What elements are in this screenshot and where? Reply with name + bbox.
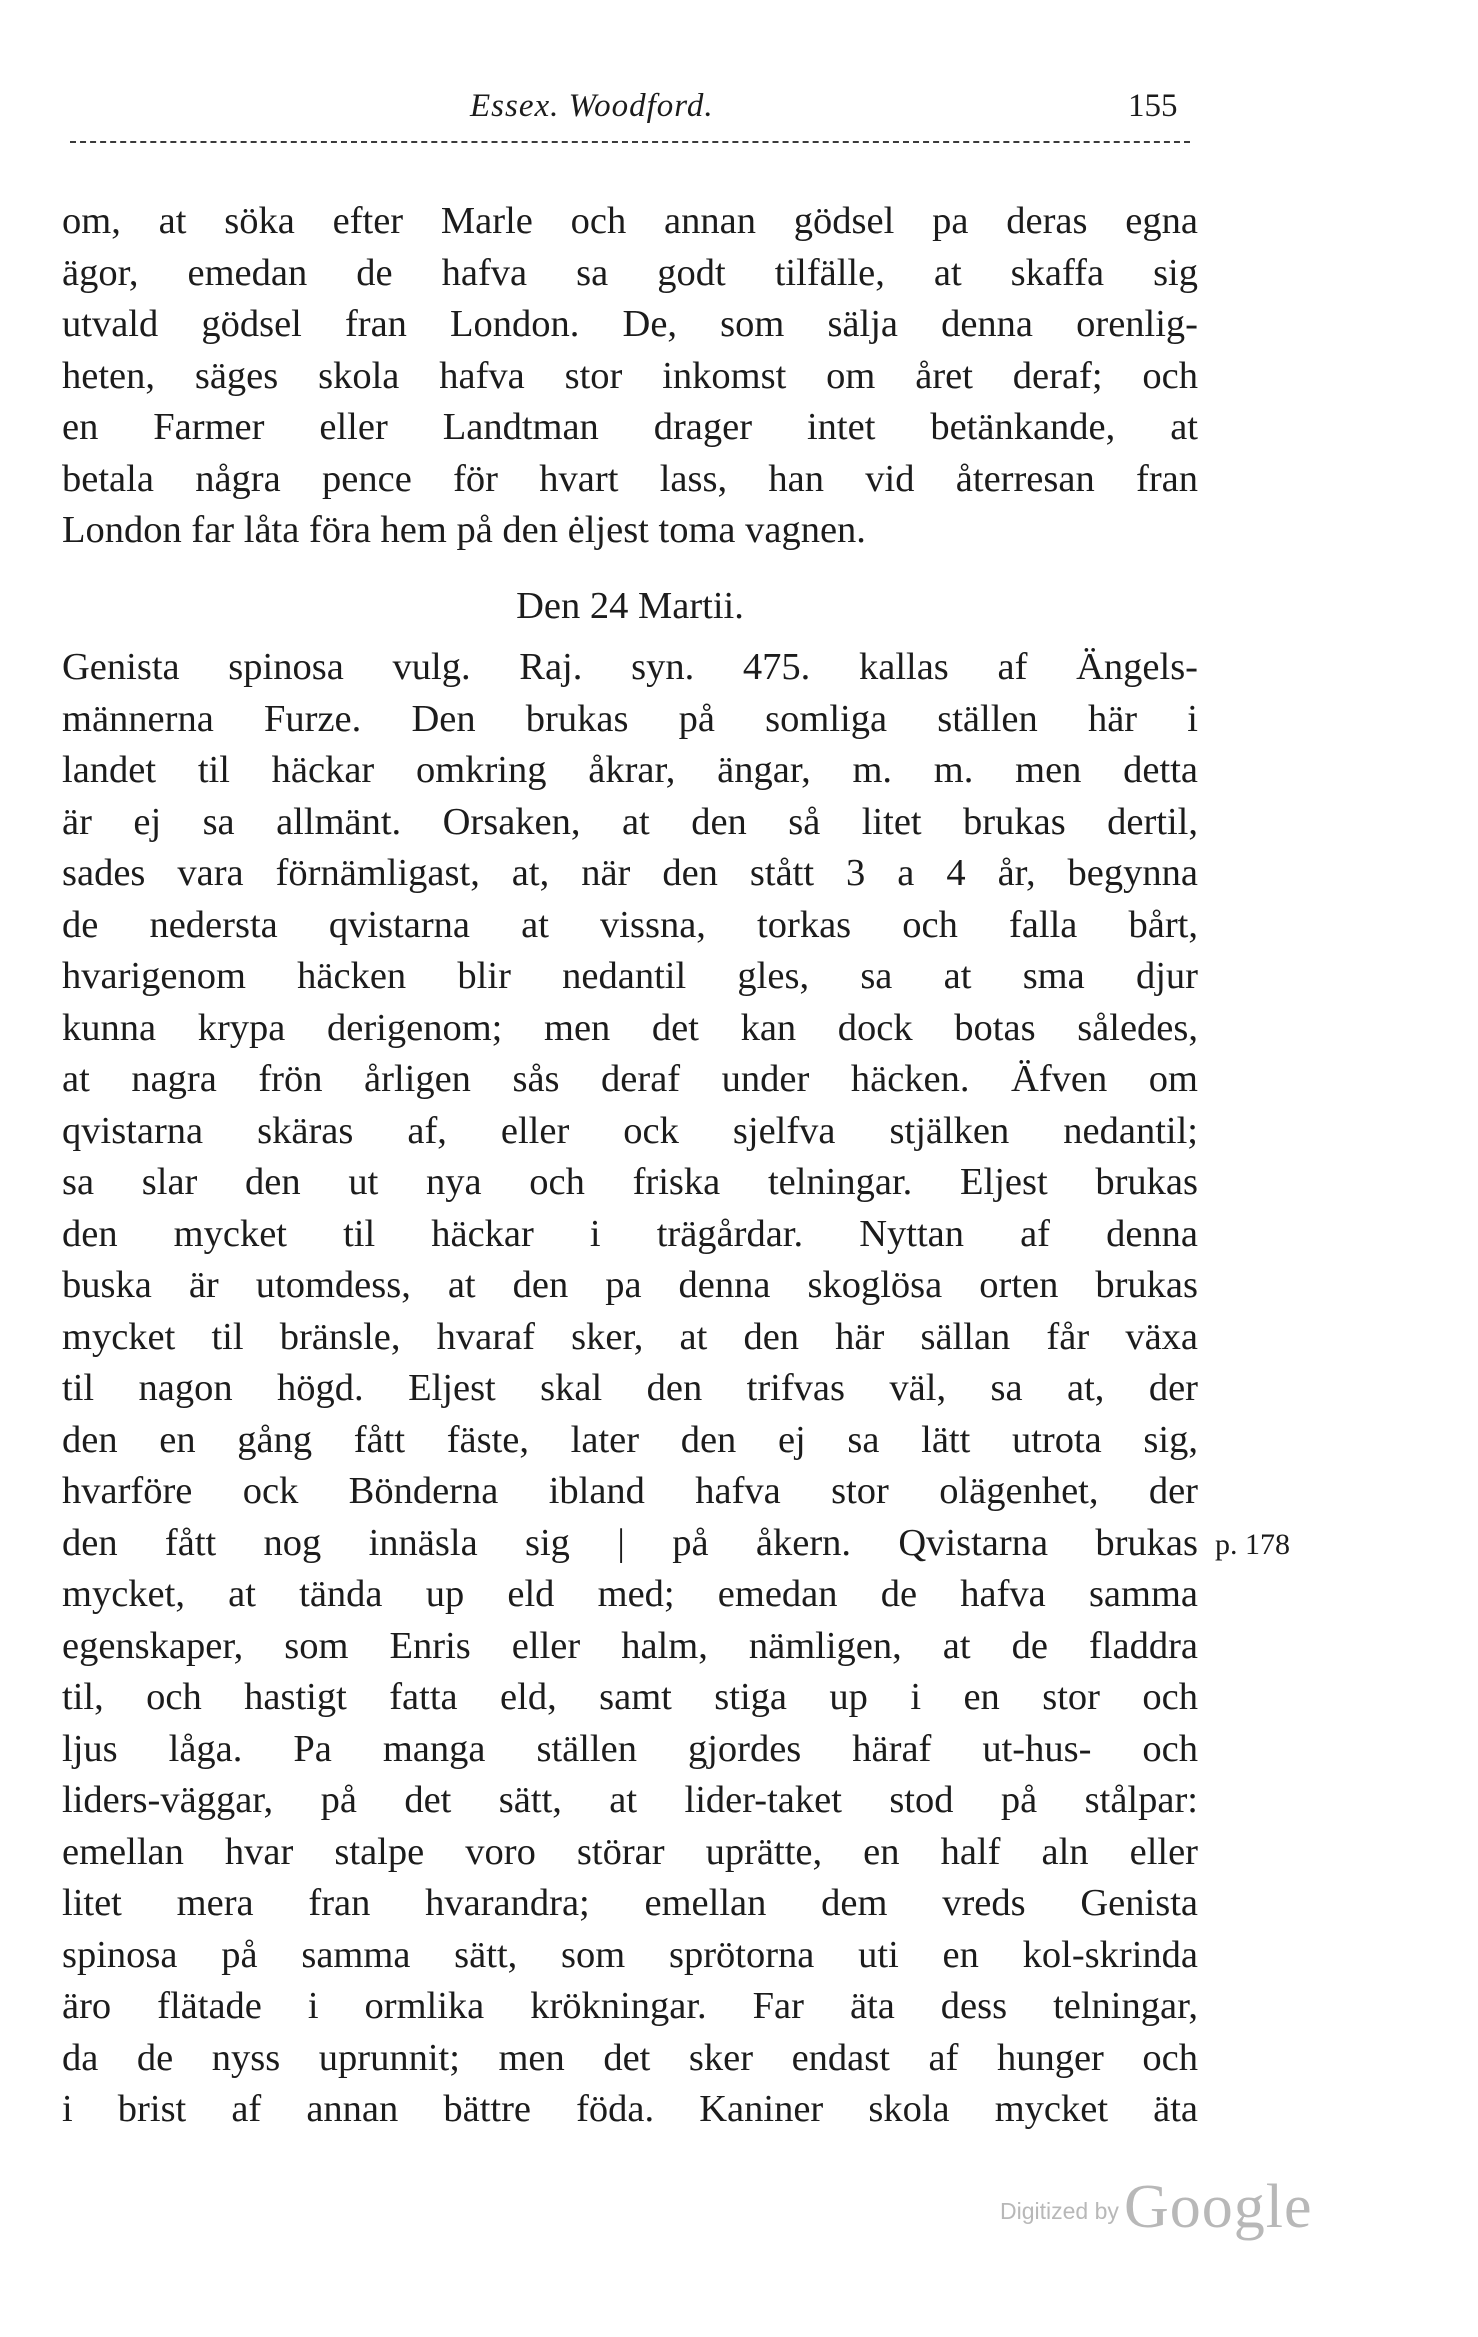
text-line: om, at söka efter Marle och annan gödsel pa deras egna: [62, 200, 1198, 242]
section-line: äro flätade i ormlika krökningar. Far äta dess telningar,: [62, 1985, 1198, 2027]
text-line: utvald gödsel fran London. De, som sälja denna orenlig-: [62, 303, 1198, 345]
section-line: hvarigenom häcken blir nedantil gles, sa at sma djur: [62, 955, 1198, 997]
text-line: London far låta föra hem på den ėljest toma vagnen.: [62, 509, 866, 551]
section-line: kunna krypa derigenom; men det kan dock botas således,: [62, 1006, 1198, 1049]
section-line: är ej sa allmänt. Orsaken, at den så litet brukas dertil,: [62, 800, 1198, 843]
section-line: mycket til bränsle, hvaraf sker, at den här sällan får växa: [62, 1315, 1198, 1358]
watermark-prefix: Digitized by: [1000, 2198, 1119, 2224]
text-line: en Farmer eller Landtman drager intet betänkande, at: [62, 406, 1198, 448]
date-heading: Den 24 Martii.: [516, 584, 744, 627]
section-line: egenskaper, som Enris eller halm, nämligen, at de fladdra: [62, 1624, 1198, 1667]
section-line: buska är utomdess, at den pa denna skoglösa orten brukas: [62, 1264, 1198, 1306]
section-line: emellan hvar stalpe voro störar uprätte, en half aln eller: [62, 1830, 1198, 1873]
section-line: den en gång fått fäste, later den ej sa lätt utrota sig,: [62, 1418, 1198, 1461]
section-line: ljus låga. Pa manga ställen gjordes häraf ut-hus- och: [62, 1727, 1198, 1770]
section-line: männerna Furze. Den brukas på somliga ställen här i: [62, 697, 1198, 740]
section-line: mycket, at tända up eld med; emedan de hafva samma: [62, 1573, 1198, 1615]
section-line: liders-väggar, på det sätt, at lider-taket stod på stålpar:: [62, 1779, 1198, 1821]
section-line: Genista spinosa vulg. Raj. syn. 475. kallas af Ängels-: [62, 646, 1198, 688]
section-line: qvistarna skäras af, eller ock sjelfva stjälken nedantil;: [62, 1109, 1198, 1152]
section-line: hvarföre ock Bönderna ibland hafva stor olägenhet, der: [62, 1470, 1198, 1512]
digitized-watermark: [1000, 2172, 1313, 2243]
page-number: 155: [1128, 88, 1178, 124]
section-line: den mycket til häckar i trägårdar. Nyttan af denna: [62, 1212, 1198, 1255]
section-line: spinosa på samma sätt, som sprötorna uti en kol-skrinda: [62, 1933, 1198, 1976]
section-line: sades vara förnämligast, at, när den stått 3 a 4 år, begynna: [62, 852, 1198, 894]
section-line: den fått nog innäsla sig | på åkern. Qvistarna brukas: [62, 1521, 1198, 1564]
section-line: i brist af annan bättre föda. Kaniner skola mycket äta: [62, 2088, 1198, 2130]
section-line: litet mera fran hvarandra; emellan dem vreds Genista: [62, 1882, 1198, 1924]
text-line: heten, säges skola hafva stor inkomst om året deraf; och: [62, 354, 1198, 397]
section-line: til, och hastigt fatta eld, samt stiga up i en stor och: [62, 1676, 1198, 1718]
section-line: at nagra frön årligen sås deraf under häcken. Äfven om: [62, 1058, 1198, 1100]
text-line: ägor, emedan de hafva sa godt tilfälle, at skaffa sig: [62, 251, 1198, 294]
marginal-page-reference: p. 178: [1215, 1528, 1290, 1561]
text-line: betala några pence för hvart lass, han vid återresan fran: [62, 457, 1198, 500]
section-line: de nedersta qvistarna at vissna, torkas och falla bårt,: [62, 903, 1198, 946]
header-rule: [70, 141, 1190, 143]
section-line: landet til häckar omkring åkrar, ängar, m. m. men detta: [62, 749, 1198, 791]
section-line: sa slar den ut nya och friska telningar. Eljest brukas: [62, 1161, 1198, 1203]
google-logo: Google: [1123, 2173, 1313, 2241]
body-text: [62, 196, 1198, 2136]
section-line: da de nyss uprunnit; men det sker endast af hunger och: [62, 2036, 1198, 2079]
running-title: Essex. Woodford.: [470, 88, 714, 124]
section-line: til nagon högd. Eljest skal den trifvas väl, sa at, der: [62, 1367, 1198, 1409]
